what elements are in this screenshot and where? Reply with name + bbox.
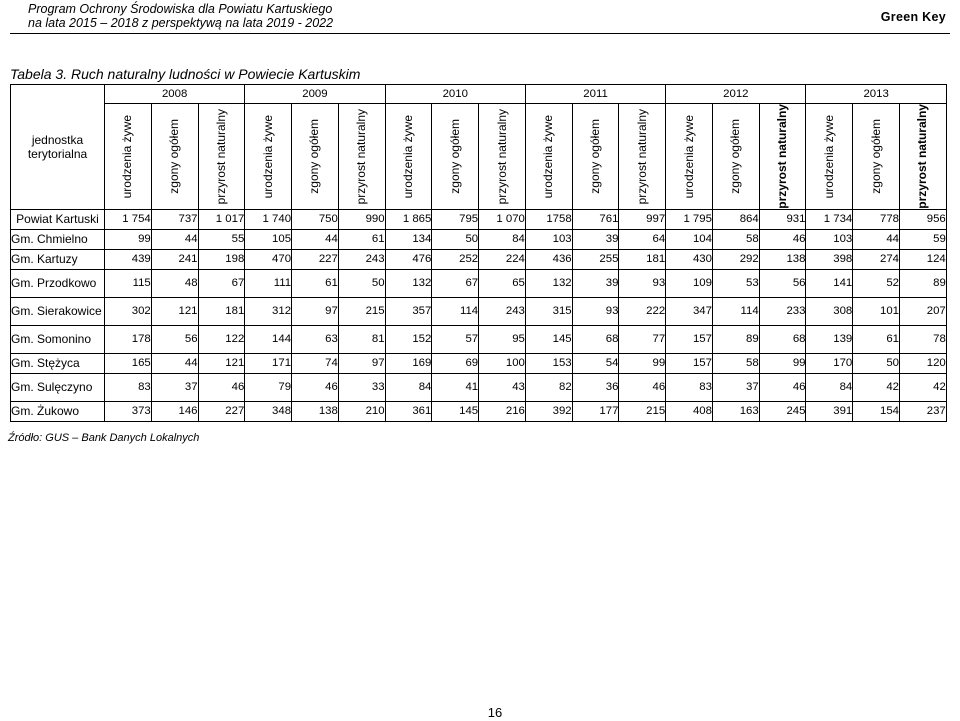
table-cell: 243 (338, 249, 385, 269)
table-cell: 42 (900, 373, 947, 401)
column-header (292, 104, 339, 210)
row-label: Gm. Przodkowo (11, 269, 105, 297)
column-header (853, 104, 900, 210)
table-cell: 152 (385, 325, 432, 353)
table-cell: 408 (666, 401, 713, 421)
table-cell: 99 (759, 353, 806, 373)
table-cell: 1 017 (198, 209, 245, 229)
table-cell: 292 (712, 249, 759, 269)
table-row (11, 229, 947, 249)
table-cell: 67 (432, 269, 479, 297)
column-header (432, 104, 479, 210)
column-header (151, 104, 198, 210)
table-cell: 77 (619, 325, 666, 353)
table-cell: 57 (432, 325, 479, 353)
table-cell: 997 (619, 209, 666, 229)
table-cell: 44 (151, 353, 198, 373)
table-cell: 56 (759, 269, 806, 297)
column-header (572, 104, 619, 210)
table-cell: 44 (853, 229, 900, 249)
table-cell: 237 (900, 401, 947, 421)
table-cell: 398 (806, 249, 853, 269)
table-cell: 1 734 (806, 209, 853, 229)
column-header-label: przyrost naturalny (634, 108, 649, 205)
table-cell: 83 (666, 373, 713, 401)
table-cell: 59 (900, 229, 947, 249)
table-row (11, 269, 947, 297)
column-header (385, 104, 432, 210)
table-cell: 357 (385, 297, 432, 325)
table-cell: 95 (479, 325, 526, 353)
header-divider (10, 33, 950, 34)
year-header: 2012 (666, 85, 806, 104)
table-cell: 58 (712, 229, 759, 249)
year-header-row (11, 85, 947, 104)
table-cell: 50 (432, 229, 479, 249)
table-row (11, 373, 947, 401)
table-cell: 37 (151, 373, 198, 401)
column-header (198, 104, 245, 210)
column-header-label: urodzenia żywe (120, 114, 135, 199)
table-cell: 103 (806, 229, 853, 249)
table-cell: 470 (245, 249, 292, 269)
source-note: Źródło: GUS – Bank Danych Lokalnych (8, 432, 200, 444)
table-cell: 207 (900, 297, 947, 325)
table-cell: 83 (105, 373, 152, 401)
table-cell: 61 (338, 229, 385, 249)
table-cell: 215 (338, 297, 385, 325)
table-cell: 63 (292, 325, 339, 353)
column-header (759, 104, 806, 210)
table-cell: 39 (572, 229, 619, 249)
table-cell: 436 (525, 249, 572, 269)
column-header (525, 104, 572, 210)
table-cell: 1758 (525, 209, 572, 229)
unit-header: jednostka terytorialna (11, 85, 105, 210)
table-cell: 114 (432, 297, 479, 325)
column-header-label: zgony ogółem (588, 118, 603, 194)
table-cell: 778 (853, 209, 900, 229)
table-cell: 864 (712, 209, 759, 229)
table-cell: 178 (105, 325, 152, 353)
document-header (28, 2, 333, 30)
table-cell: 43 (479, 373, 526, 401)
column-header-label: przyrost naturalny (775, 104, 790, 209)
table-cell: 121 (151, 297, 198, 325)
table-row (11, 249, 947, 269)
column-header-row (11, 104, 947, 210)
table-cell: 1 754 (105, 209, 152, 229)
table-cell: 227 (292, 249, 339, 269)
table-cell: 58 (712, 353, 759, 373)
table-cell: 46 (759, 229, 806, 249)
year-header: 2013 (806, 85, 946, 104)
table-cell: 121 (198, 353, 245, 373)
table-cell: 141 (806, 269, 853, 297)
table-cell: 122 (198, 325, 245, 353)
table-cell: 132 (385, 269, 432, 297)
year-header: 2008 (105, 85, 245, 104)
column-header (619, 104, 666, 210)
table-cell: 165 (105, 353, 152, 373)
table-cell: 99 (105, 229, 152, 249)
table-cell: 795 (432, 209, 479, 229)
column-header-label: zgony ogółem (307, 118, 322, 194)
brand-name: Green Key (880, 10, 946, 24)
table-cell: 81 (338, 325, 385, 353)
table-cell: 111 (245, 269, 292, 297)
table-row (11, 401, 947, 421)
table-cell: 89 (900, 269, 947, 297)
table-cell: 198 (198, 249, 245, 269)
table-cell: 56 (151, 325, 198, 353)
table-cell: 44 (151, 229, 198, 249)
column-header-label: urodzenia żywe (260, 114, 275, 199)
column-header-label: przyrost naturalny (354, 108, 369, 205)
table-row (11, 353, 947, 373)
column-header-label: zgony ogółem (167, 118, 182, 194)
year-header: 2010 (385, 85, 525, 104)
table-row (11, 209, 947, 229)
table-cell: 78 (900, 325, 947, 353)
table-cell: 315 (525, 297, 572, 325)
table-caption: Tabela 3. Ruch naturalny ludności w Powiecie Kartuskim (10, 66, 361, 82)
table-cell: 50 (338, 269, 385, 297)
column-header-label: zgony ogółem (728, 118, 743, 194)
year-header: 2011 (525, 85, 665, 104)
table-cell: 48 (151, 269, 198, 297)
table-cell: 224 (479, 249, 526, 269)
table-cell: 931 (759, 209, 806, 229)
table-cell: 46 (198, 373, 245, 401)
table-cell: 1 740 (245, 209, 292, 229)
table-cell: 737 (151, 209, 198, 229)
table-cell: 65 (479, 269, 526, 297)
table-row (11, 297, 947, 325)
table-cell: 44 (292, 229, 339, 249)
table-cell: 55 (198, 229, 245, 249)
table-cell: 252 (432, 249, 479, 269)
header-subtitle: na lata 2015 – 2018 z perspektywą na lata 2019 - 2022 (28, 16, 334, 30)
table-cell: 53 (712, 269, 759, 297)
table-cell: 1 865 (385, 209, 432, 229)
table-cell: 177 (572, 401, 619, 421)
table-cell: 101 (853, 297, 900, 325)
table-cell: 146 (151, 401, 198, 421)
table-cell: 104 (666, 229, 713, 249)
column-header-label: urodzenia żywe (541, 114, 556, 199)
column-header (245, 104, 292, 210)
column-header-label: urodzenia żywe (400, 114, 415, 199)
table-cell: 761 (572, 209, 619, 229)
table-cell: 61 (292, 269, 339, 297)
table-cell: 145 (525, 325, 572, 353)
table-cell: 216 (479, 401, 526, 421)
column-header-label: przyrost naturalny (213, 108, 228, 205)
table-cell: 144 (245, 325, 292, 353)
table-cell: 145 (432, 401, 479, 421)
row-label: Gm. Sierakowice (11, 297, 105, 325)
table-cell: 97 (292, 297, 339, 325)
row-label: Gm. Stężyca (11, 353, 105, 373)
table-cell: 348 (245, 401, 292, 421)
table-cell: 1 795 (666, 209, 713, 229)
table-cell: 241 (151, 249, 198, 269)
table-cell: 79 (245, 373, 292, 401)
table-cell: 68 (759, 325, 806, 353)
table-cell: 134 (385, 229, 432, 249)
table-cell: 222 (619, 297, 666, 325)
table-cell: 39 (572, 269, 619, 297)
table-cell: 36 (572, 373, 619, 401)
table-cell: 99 (619, 353, 666, 373)
column-header-label: zgony ogółem (868, 118, 883, 194)
table-cell: 37 (712, 373, 759, 401)
column-header (806, 104, 853, 210)
row-label: Powiat Kartuski (11, 209, 105, 229)
table-cell: 114 (712, 297, 759, 325)
table-cell: 171 (245, 353, 292, 373)
table-cell: 210 (338, 401, 385, 421)
table-cell: 347 (666, 297, 713, 325)
table-cell: 42 (853, 373, 900, 401)
table-cell: 74 (292, 353, 339, 373)
table-cell: 84 (385, 373, 432, 401)
table-cell: 392 (525, 401, 572, 421)
row-label: Gm. Kartuzy (11, 249, 105, 269)
table-cell: 103 (525, 229, 572, 249)
table-cell: 109 (666, 269, 713, 297)
row-label: Gm. Sulęczyno (11, 373, 105, 401)
table-cell: 67 (198, 269, 245, 297)
table-cell: 430 (666, 249, 713, 269)
table-cell: 138 (292, 401, 339, 421)
table-cell: 84 (479, 229, 526, 249)
table-cell: 302 (105, 297, 152, 325)
population-table (10, 84, 947, 422)
table-cell: 100 (479, 353, 526, 373)
table-cell: 93 (572, 297, 619, 325)
table-cell: 93 (619, 269, 666, 297)
table-cell: 46 (619, 373, 666, 401)
column-header-label: urodzenia żywe (821, 114, 836, 199)
table-cell: 990 (338, 209, 385, 229)
row-label: Gm. Somonino (11, 325, 105, 353)
table-cell: 52 (853, 269, 900, 297)
table-cell: 181 (198, 297, 245, 325)
column-header-label: przyrost naturalny (915, 104, 930, 209)
table-cell: 312 (245, 297, 292, 325)
table-cell: 154 (853, 401, 900, 421)
table-cell: 215 (619, 401, 666, 421)
table-cell: 308 (806, 297, 853, 325)
year-header: 2009 (245, 85, 385, 104)
table-cell: 181 (619, 249, 666, 269)
column-header (900, 104, 947, 210)
table-cell: 476 (385, 249, 432, 269)
table-cell: 89 (712, 325, 759, 353)
table-cell: 227 (198, 401, 245, 421)
table-cell: 274 (853, 249, 900, 269)
column-header (712, 104, 759, 210)
table-cell: 46 (759, 373, 806, 401)
table-cell: 120 (900, 353, 947, 373)
table-cell: 50 (853, 353, 900, 373)
table-cell: 84 (806, 373, 853, 401)
table-cell: 69 (432, 353, 479, 373)
table-cell: 243 (479, 297, 526, 325)
column-header (105, 104, 152, 210)
table-cell: 138 (759, 249, 806, 269)
table-cell: 132 (525, 269, 572, 297)
table-cell: 361 (385, 401, 432, 421)
table-cell: 153 (525, 353, 572, 373)
column-header-label: zgony ogółem (447, 118, 462, 194)
table-row (11, 325, 947, 353)
table-cell: 61 (853, 325, 900, 353)
column-header-label: urodzenia żywe (681, 114, 696, 199)
table-cell: 41 (432, 373, 479, 401)
table-cell: 255 (572, 249, 619, 269)
table-cell: 169 (385, 353, 432, 373)
column-header (338, 104, 385, 210)
table-cell: 956 (900, 209, 947, 229)
column-header-label: przyrost naturalny (494, 108, 509, 205)
column-header (479, 104, 526, 210)
table-cell: 139 (806, 325, 853, 353)
table-cell: 64 (619, 229, 666, 249)
table-cell: 750 (292, 209, 339, 229)
table-cell: 245 (759, 401, 806, 421)
table-cell: 391 (806, 401, 853, 421)
table-cell: 439 (105, 249, 152, 269)
table-cell: 82 (525, 373, 572, 401)
table-cell: 233 (759, 297, 806, 325)
table-cell: 105 (245, 229, 292, 249)
table-cell: 68 (572, 325, 619, 353)
page-number: 16 (487, 705, 503, 720)
table-cell: 115 (105, 269, 152, 297)
row-label: Gm. Chmielno (11, 229, 105, 249)
table-cell: 33 (338, 373, 385, 401)
table-cell: 124 (900, 249, 947, 269)
row-label: Gm. Żukowo (11, 401, 105, 421)
table-cell: 1 070 (479, 209, 526, 229)
table-cell: 163 (712, 401, 759, 421)
column-header (666, 104, 713, 210)
table-cell: 373 (105, 401, 152, 421)
table-cell: 157 (666, 353, 713, 373)
header-title: Program Ochrony Środowiska dla Powiatu Kartuskiego (28, 2, 333, 16)
table-cell: 97 (338, 353, 385, 373)
table-cell: 46 (292, 373, 339, 401)
table-cell: 157 (666, 325, 713, 353)
table-cell: 170 (806, 353, 853, 373)
table-cell: 54 (572, 353, 619, 373)
